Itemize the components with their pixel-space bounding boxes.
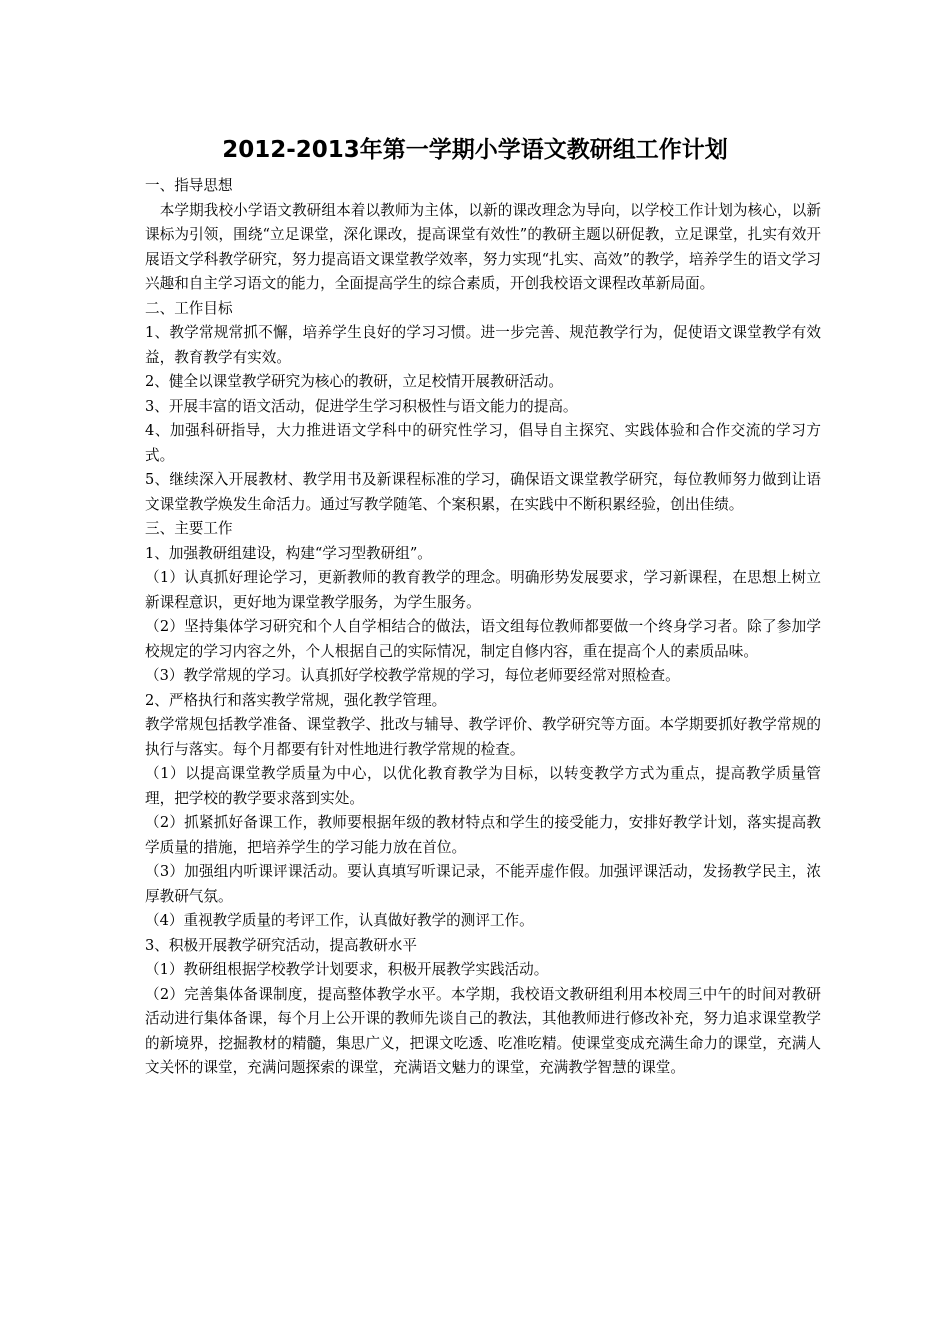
section-heading-main-work: 三、主要工作 [145,520,233,537]
work-item-3-sub-1: （1）教研组根据学校教学计划要求，积极开展教学实践活动。 [145,961,549,978]
goal-item-4: 4、加强科研指导，大力推进语文学科中的研究性学习，倡导自主探究、实践体验和合作交流的学习方式。 [145,422,821,464]
work-item-1-sub-1: （1）认真抓好理论学习，更新教师的教育教学的理念。明确形势发展要求，学习新课程，在思想上树立新课程意识，更好地为课堂教学服务，为学生服务。 [145,569,821,611]
goal-item-2: 2、健全以课堂教学研究为核心的教研，立足校情开展教研活动。 [145,373,563,390]
work-item-1: 1、加强教研组建设，构建“学习型教研组”。 [145,544,432,562]
work-item-3: 3、积极开展教学研究活动，提高教研水平 [145,936,417,954]
section-heading-work-goals: 二、工作目标 [145,299,233,317]
paragraph-guiding-thought: 本学期我校小学语文教研组本着以教师为主体，以新的课改理念为导向，以学校工作计划为核心，以新课标为引领，围绕“立足课堂，深化课改，提高课堂有效性”的教研主题以研促教，立足课堂，扎实有效开展语文学科教学研究，努力提高语文课堂教学效率，努力实现“扎实、高效”的教学，培养学生的语文学习兴趣和自主学习语文的能力，全面提高学生的综合素质，开创我校语文课程改革新局面。 [145,201,821,292]
work-item-2-sub-4: （4）重视教学质量的考评工作，认真做好教学的测评工作。 [145,912,534,929]
work-item-2: 2、严格执行和落实教学常规，强化教学管理。 [145,691,447,709]
goal-item-3: 3、开展丰富的语文活动，促进学生学习积极性与语文能力的提高。 [145,397,578,415]
work-item-1-sub-2: （2）坚持集体学习研究和个人自学相结合的做法，语文组每位教师都要做一个终身学习者。除了参加学校规定的学习内容之外，个人根据自己的实际情况，制定自修内容，重在提高个人的素质品味。 [145,618,821,660]
work-item-1-sub-3: （3）教学常规的学习。认真抓好学校教学常规的学习，每位老师要经常对照检查。 [145,667,680,684]
document-body [145,174,821,1081]
work-item-2-intro: 教学常规包括教学准备、课堂教学、批改与辅导、教学评价、教学研究等方面。本学期要抓好教学常规的执行与落实。每个月都要有针对性地进行教学常规的检查。 [145,716,821,758]
goal-item-1: 1、教学常规常抓不懈，培养学生良好的学习习惯。进一步完善、规范教学行为，促使语文课堂教学有效益，教育教学有实效。 [145,324,821,366]
work-item-2-sub-1: （1）以提高课堂教学质量为中心，以优化教育教学为目标，以转变教学方式为重点，提高教学质量管理，把学校的教学要求落到实处。 [145,765,821,807]
section-heading-guiding-thought: 一、指导思想 [145,177,233,194]
work-item-3-sub-2: （2）完善集体备课制度，提高整体教学水平。本学期，我校语文教研组利用本校周三中午的时间对教研活动进行集体备课，每个月上公开课的教师先谈自己的教法，其他教师进行修改补充，努力追求课堂教学的新境界，挖掘教材的精髓，集思广义，把课文吃透、吃准吃精。使课堂变成充满生命力的课堂，充满人文关怀的课堂，充满问题探索的课堂，充满语文魅力的课堂，充满教学智慧的课堂。 [145,985,821,1076]
goal-item-5: 5、继续深入开展教材、教学用书及新课程标准的学习，确保语文课堂教学研究，每位教师努力做到让语文课堂教学焕发生命活力。通过写教学随笔、个案积累，在实践中不断积累经验，创出佳绩。 [145,471,821,513]
work-item-2-sub-3: （3）加强组内听课评课活动。要认真填写听课记录，不能弄虚作假。加强评课活动，发扬教学民主，浓厚教研气氛。 [145,863,821,905]
work-item-2-sub-2: （2）抓紧抓好备课工作，教师要根据年级的教材特点和学生的接受能力，安排好教学计划，落实提高教学质量的措施，把培养学生的学习能力放在首位。 [145,814,821,856]
document-title: 2012-2013年第一学期小学语文教研组工作计划 [222,137,728,163]
